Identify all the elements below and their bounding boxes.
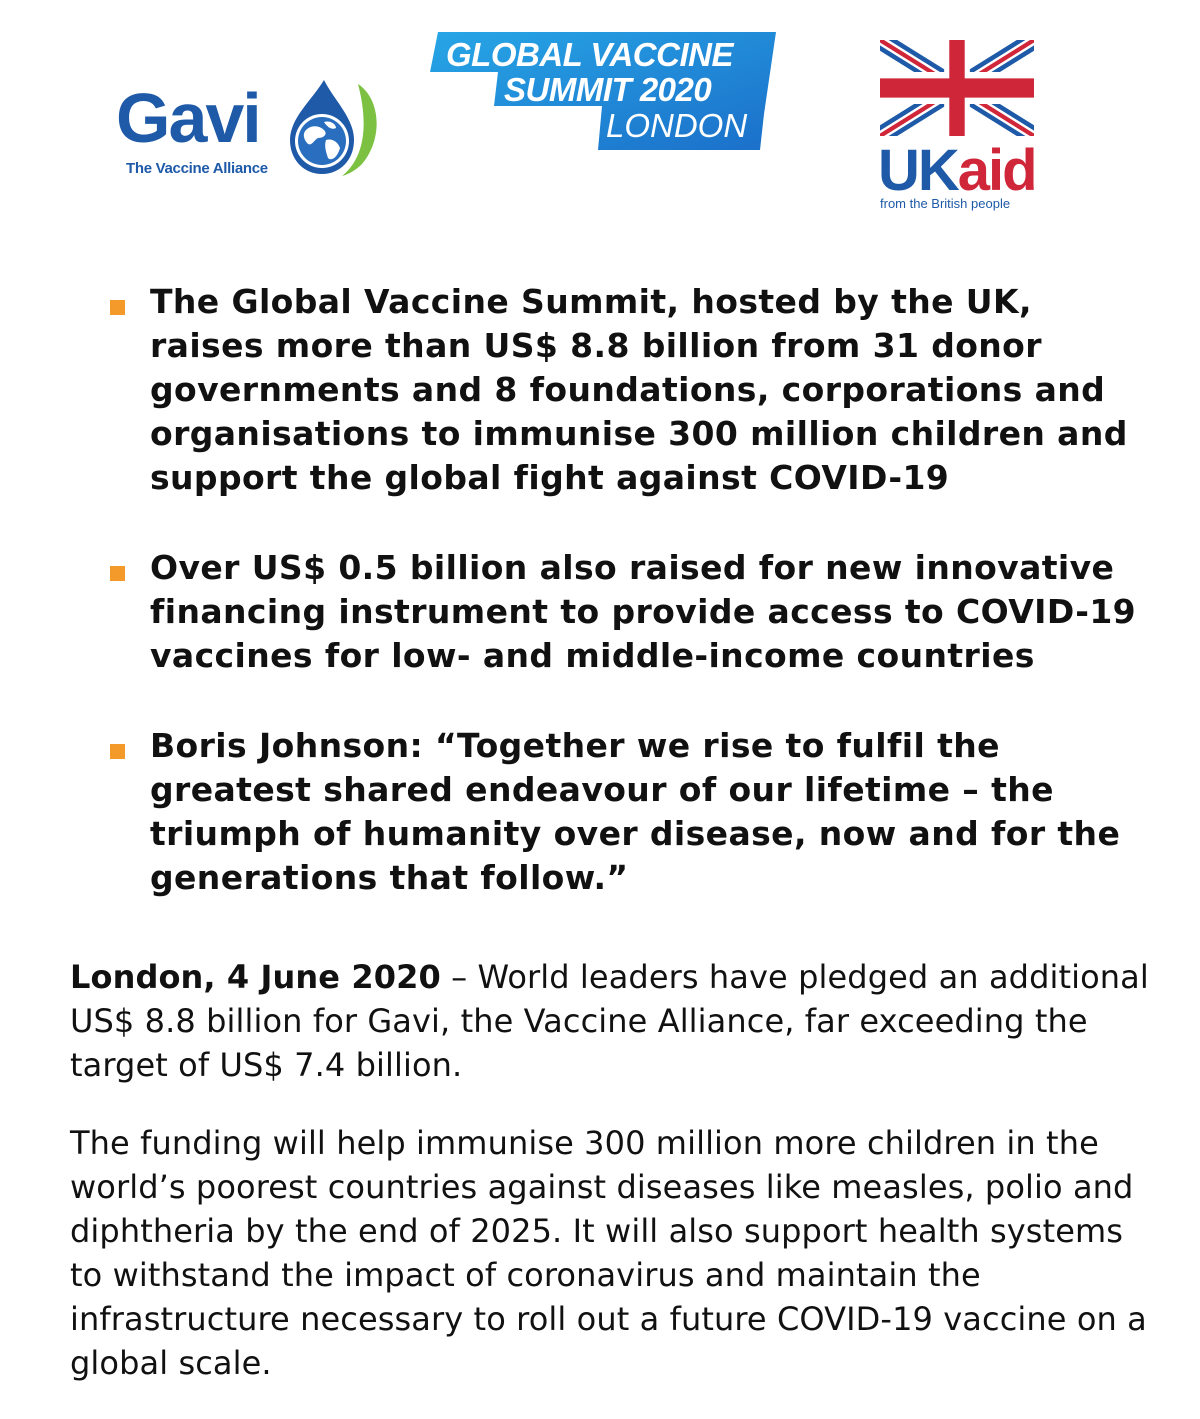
summit-logo	[430, 32, 776, 150]
union-jack-icon	[880, 40, 1034, 136]
gavi-tagline: The Vaccine Alliance	[126, 160, 268, 177]
bullet-square-icon	[110, 566, 125, 581]
summit-line-1: GLOBAL VACCINE	[446, 36, 733, 73]
bullet-item	[108, 280, 1148, 500]
lead-paragraph	[70, 955, 1160, 1087]
gavi-wordmark: Gavi	[116, 79, 260, 157]
key-points-list	[108, 280, 1148, 900]
ukaid-uk: UK	[878, 138, 958, 203]
bullet-square-icon	[110, 744, 125, 759]
body-paragraph: The funding will help immunise 300 million more children in the world’s poorest countries against diseases like measles, polio and diphtheria by the end of 2025. It will also support health systems to withstand the impact of coronavirus and maintain the infrastructure necessary to roll out a future COVID-19 vaccine on a global scale.	[70, 1124, 1147, 1382]
article-body	[70, 955, 1160, 1419]
ukaid-tagline: from the British people	[880, 196, 1011, 211]
ukaid-wordmark	[878, 140, 1036, 202]
bullet-text: Over US$ 0.5 billion also raised for new innovative financing instrument to provide access to COVID-19 vaccines for low- and middle-income countries	[150, 548, 1137, 675]
bullet-text: Boris Johnson: “Together we rise to fulfil the greatest shared endeavour of our lifetime – the triumph of humanity over disease, now and for the generations that follow.”	[150, 726, 1121, 897]
ukaid-logo	[878, 40, 1048, 220]
bullet-item	[108, 546, 1148, 678]
dateline: London, 4 June 2020	[70, 958, 441, 996]
lead-text: – World leaders have pledged an additional US$ 8.8 billion for Gavi, the Vaccine Alliance, far exceeding the target of US$ 7.4 billion.	[70, 958, 1149, 1084]
logo-header	[0, 0, 1200, 230]
summit-line-3: LONDON	[606, 107, 748, 144]
ukaid-aid: aid	[957, 138, 1036, 203]
gavi-logo	[116, 78, 386, 188]
summit-line-2: SUMMIT 2020	[504, 71, 712, 108]
bullet-square-icon	[110, 300, 125, 315]
bullet-item	[108, 724, 1148, 900]
bullet-text: The Global Vaccine Summit, hosted by the UK, raises more than US$ 8.8 billion from 31 donor governments and 8 foundations, corporations and organisations to immunise 300 million children and support the global fight against COVID-19	[150, 282, 1128, 497]
globe-drop-icon	[284, 78, 384, 178]
